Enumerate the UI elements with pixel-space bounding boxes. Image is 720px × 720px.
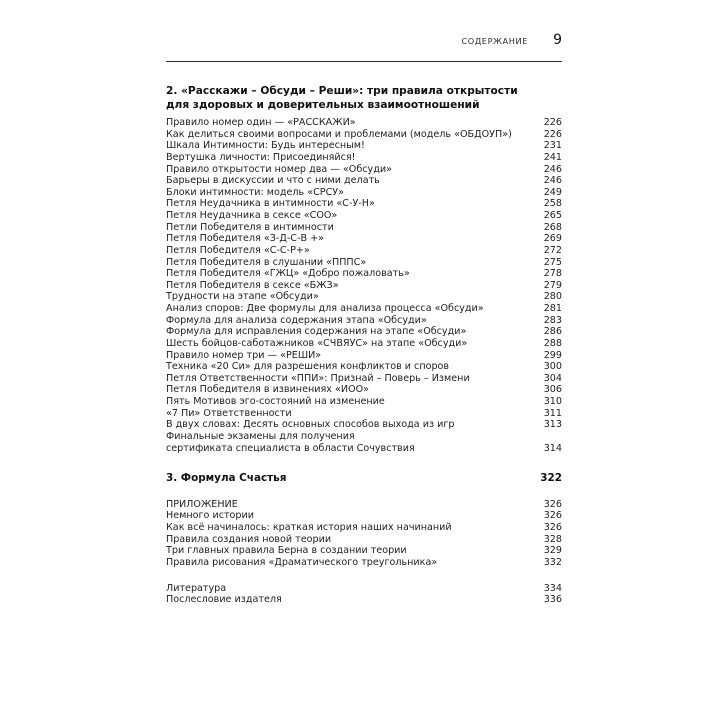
toc-entry (166, 280, 562, 292)
toc-entry (166, 361, 562, 373)
toc-entry-label: Литература (166, 582, 227, 594)
toc-entry-label: Петля Победителя в извинениях «ИОО» (166, 384, 370, 396)
toc-entry-page: 258 (543, 198, 562, 210)
toc-entry-page: 336 (543, 594, 562, 606)
toc-entry-page: 279 (543, 279, 562, 291)
toc-entry-label: Петля Неудачника в сексе «СОО» (166, 210, 338, 221)
toc-entry-page: 246 (543, 163, 562, 175)
running-head-folio: 9 (553, 32, 562, 48)
toc-entry (166, 326, 562, 338)
toc-entry-page: 306 (543, 384, 562, 396)
toc-entry-label: Барьеры в дискуссии и что с ними делать (166, 175, 380, 187)
toc-entry (166, 257, 562, 269)
toc-entry (166, 350, 562, 362)
toc-entry-label: Финальные экзамены для получения (166, 430, 355, 442)
toc-entry-label: «7 Пи» Ответственности (166, 407, 292, 419)
toc-entry-label: сертификата специалиста в области Сочувствия (166, 442, 415, 454)
toc-entry-page: 269 (543, 233, 562, 245)
toc-entry-page: 286 (543, 326, 562, 338)
toc-entry-label: Вертушка личности: Присоединяйся! (166, 151, 356, 163)
running-head-title: СОДЕРЖАНИЕ (461, 36, 528, 46)
toc-entry-label: Правило номер три — «РЕШИ» (166, 349, 322, 361)
toc-entry (166, 545, 562, 557)
section-gap (166, 485, 562, 499)
toc-entry-label: Как делиться своими вопросами и проблемами (модель «ОБДОУП») (166, 128, 512, 140)
toc-entry-label: Формула для исправления содержания на этапе «Обсуди» (166, 326, 467, 338)
toc-entry-label: Шесть бойцов-саботажников «СЧВЯУС» на этапе «Обсуди» (166, 337, 468, 349)
toc-entry-label: Петли Победителя в интимности (166, 221, 334, 233)
toc-entry-page: 281 (543, 303, 562, 314)
toc-entry (166, 222, 562, 234)
toc-entry (166, 419, 562, 431)
toc-entry-label: Трудности на этапе «Обсуди» (166, 291, 319, 303)
toc-entry-page: 311 (543, 407, 562, 419)
toc-list-back-matter (166, 583, 562, 606)
toc-entry (166, 534, 562, 546)
toc-list-appendix (166, 499, 562, 569)
section-gap (166, 569, 562, 583)
chapter-heading-line-1: 2. «Расскажи – Обсуди – Реши»: три правила открытости (166, 85, 518, 97)
toc-entry-label: Петля Победителя в слушании «ПППС» (166, 256, 367, 268)
toc-entry (166, 443, 562, 455)
toc-entry-label: Блоки интимности: модель «СРСУ» (166, 186, 344, 198)
toc-entry-page: 272 (543, 244, 562, 256)
toc-entry-label: Правила рисования «Драматического треугольника» (166, 556, 438, 568)
toc-entry (166, 117, 562, 129)
toc-entry-page: 246 (543, 175, 562, 187)
toc-entry (166, 210, 562, 222)
toc-entry-label: Правило номер один — «РАССКАЖИ» (166, 117, 356, 128)
toc-entry-page: 249 (543, 186, 562, 198)
toc-entry-page: 300 (543, 361, 562, 373)
header-rule (166, 61, 562, 62)
toc-entry (166, 245, 562, 257)
toc-entry (166, 315, 562, 327)
toc-entry (166, 152, 562, 164)
toc-entry (166, 431, 562, 443)
toc-entry-page: 241 (543, 151, 562, 163)
toc-entry (166, 384, 562, 396)
toc-entry-label: Анализ споров: Две формулы для анализа процесса «Обсуди» (166, 303, 484, 314)
toc-entry-label: Петля Победителя «ГЖЦ» «Добро пожаловать» (166, 268, 410, 280)
toc-entry-page: 310 (543, 396, 562, 407)
toc-entry (166, 396, 562, 408)
toc-entry (166, 129, 562, 141)
toc-entry-label: Петля Неудачника в интимности «С-У-Н» (166, 198, 375, 210)
toc-entry-page: 322 (540, 472, 562, 485)
toc-entry-page: 275 (543, 256, 562, 268)
text-block (166, 0, 562, 606)
toc-entry-page: 304 (543, 372, 562, 384)
toc-entry (166, 187, 562, 199)
toc-entry-label: Три главных правила Берна в создании теории (166, 545, 407, 557)
toc-entry-page: 265 (543, 210, 562, 221)
toc-entry-label: Техника «20 Си» для разрешения конфликтов и споров (166, 361, 450, 373)
toc-entry-label: Шкала Интимности: Будь интересным! (166, 140, 365, 152)
toc-entry-page: 226 (543, 128, 562, 140)
toc-entry-page: 278 (543, 268, 562, 280)
toc-entry-label: Правило открытости номер два — «Обсуди» (166, 163, 392, 175)
toc-entry-label: Немного истории (166, 510, 254, 522)
toc-entry-label: В двух словах: Десять основных способов выхода из игр (166, 419, 455, 431)
toc-entry-page: 334 (543, 582, 562, 594)
toc-entry-label: Петля Победителя «З-Д-С-В +» (166, 233, 325, 245)
toc-entry-label: Пять Мотивов эго-состояний на изменение (166, 396, 385, 407)
toc-entry-page: 268 (543, 221, 562, 233)
toc-entry (166, 175, 562, 187)
toc-entry (166, 164, 562, 176)
toc-entry-label: ПРИЛОЖЕНИЕ (166, 498, 238, 510)
toc-entry-page: 326 (543, 498, 562, 510)
toc-entry (166, 510, 562, 522)
toc-entry (166, 583, 562, 595)
toc-entry-label: Петля Победителя в сексе «БЖЗ» (166, 279, 339, 291)
toc-entry (166, 291, 562, 303)
toc-entry (166, 373, 562, 385)
toc-entry-page: 288 (543, 337, 562, 349)
toc-entry-page: 299 (543, 349, 562, 361)
toc-entry-label: Правила создания новой теории (166, 533, 332, 545)
toc-entry-page: 313 (543, 419, 562, 431)
toc-list-main (166, 117, 562, 454)
toc-entry (166, 408, 562, 420)
toc-entry (166, 268, 562, 280)
toc-entry (166, 198, 562, 210)
section-gap (166, 454, 562, 473)
toc-entry-page: 326 (543, 510, 562, 522)
toc-entry (166, 338, 562, 350)
toc-entry-page: 231 (543, 140, 562, 152)
toc-entry-label: Петля Ответственности «ППИ»: Признай – Поверь – Измени (166, 372, 470, 384)
toc-entry-page: 329 (543, 545, 562, 557)
toc-entry-label: Петля Победителя «С-С-Р+» (166, 244, 310, 256)
toc-entry (166, 499, 562, 511)
toc-entry-page: 226 (543, 117, 562, 128)
chapter-heading-line-2: для здоровых и доверительных взаимоотношений (166, 99, 480, 111)
toc-entry-label: Послесловие издателя (166, 594, 282, 606)
chapter-heading (166, 84, 562, 112)
toc-entry-page: 326 (543, 522, 562, 533)
toc-entry (166, 522, 562, 534)
toc-entry-label: Как всё начиналось: краткая история наших начинаний (166, 522, 452, 533)
running-head (166, 0, 562, 58)
toc-entry (166, 557, 562, 569)
toc-entry-page: 280 (543, 291, 562, 303)
toc-entry (166, 233, 562, 245)
toc-entry-label: 3. Формула Счастья (166, 473, 287, 485)
toc-entry-chapter-three (166, 473, 562, 485)
toc-entry-page: 328 (543, 533, 562, 545)
toc-entry (166, 140, 562, 152)
toc-entry-page: 314 (543, 442, 562, 454)
toc-entry-label: Формула для анализа содержания этапа «Обсуди» (166, 314, 427, 326)
toc-entry-page: 332 (543, 556, 562, 568)
toc-entry (166, 594, 562, 606)
toc-entry (166, 303, 562, 315)
toc-entry-page: 283 (543, 314, 562, 326)
